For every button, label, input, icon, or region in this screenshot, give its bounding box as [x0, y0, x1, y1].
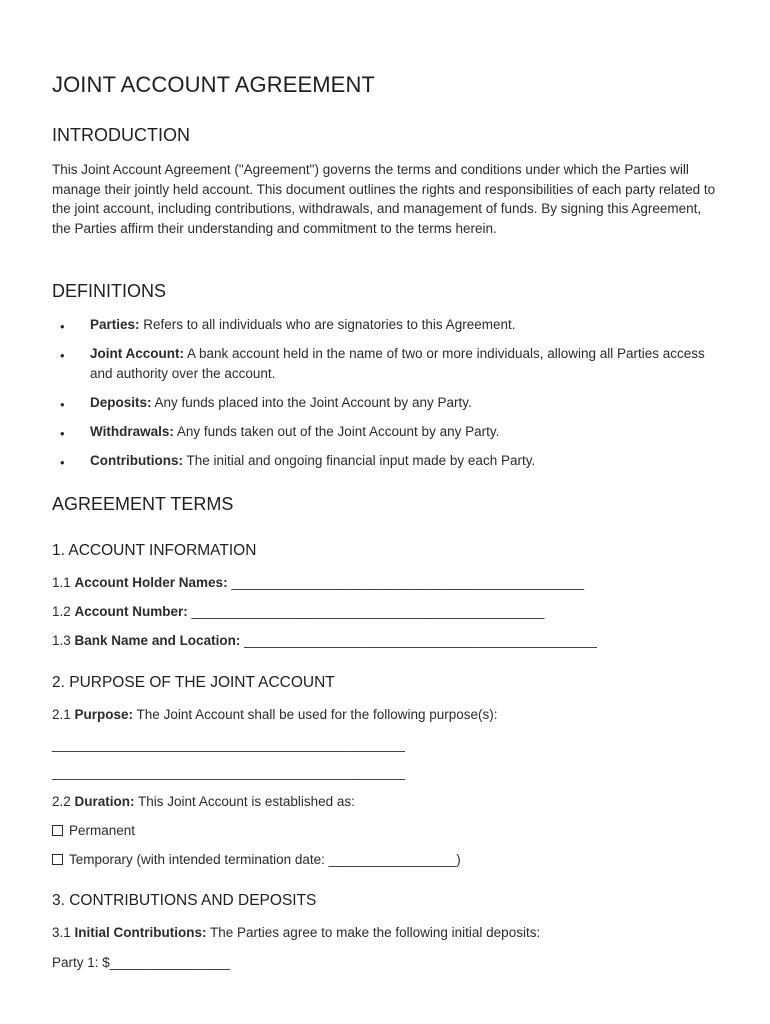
bullet-icon: •	[60, 455, 65, 470]
definition-text: Any funds placed into the Joint Account by any Party.	[151, 395, 472, 410]
definitions-heading: DEFINITIONS	[52, 281, 167, 301]
definition-term: Withdrawals:	[90, 424, 174, 439]
checkbox-icon	[52, 825, 63, 836]
definition-item-deposits	[90, 393, 710, 413]
bullet-icon: •	[60, 348, 65, 363]
introduction-text: This Joint Account Agreement ("Agreement") governs the terms and conditions under which the Parties will manage their jointly held account. This document outlines the rights and responsibilities of each party related to the joint account, including contributions, withdrawals, and management of funds. By signing this Agreement, the Parties affirm their understanding and commitment to the terms herein.	[52, 162, 716, 236]
field-label: Duration:	[74, 794, 135, 809]
definition-item-joint-account	[90, 344, 710, 383]
field-bank-name-location	[52, 633, 597, 648]
definition-text: Refers to all individuals who are signatories to this Agreement.	[139, 317, 516, 332]
field-number: 2.2	[52, 794, 75, 809]
field-text: This Joint Account is established as:	[134, 794, 355, 809]
definition-term: Parties:	[90, 317, 140, 332]
definition-item-parties	[90, 315, 710, 335]
bullet-icon: •	[60, 397, 65, 412]
purpose-line	[52, 707, 498, 722]
purpose-blank-line-2: _______________________________________________	[52, 765, 405, 780]
option-permanent	[52, 823, 135, 838]
document-title: JOINT ACCOUNT AGREEMENT	[52, 72, 375, 97]
definition-item-contributions	[90, 451, 710, 471]
purpose-blank-line-1: _______________________________________________	[52, 737, 405, 752]
bullet-icon: •	[60, 426, 65, 441]
field-label: Account Holder Names:	[74, 575, 228, 590]
field-number: 1.2	[52, 604, 75, 619]
field-number: 1.3	[52, 633, 75, 648]
fill-in-blank: _______________________________________________	[227, 575, 585, 590]
party-1-deposit: Party 1: $________________	[52, 955, 230, 970]
definition-term: Joint Account:	[90, 346, 184, 361]
definition-text: The initial and ongoing financial input made by each Party.	[182, 453, 536, 468]
section-1-heading: 1. ACCOUNT INFORMATION	[52, 542, 257, 559]
option-temporary	[52, 852, 461, 867]
field-account-number	[52, 604, 544, 619]
field-label: Purpose:	[74, 707, 134, 722]
definition-text: Any funds taken out of the Joint Account by any Party.	[173, 424, 500, 439]
initial-contributions-line	[52, 925, 540, 940]
definition-item-withdrawals	[90, 422, 710, 442]
fill-in-blank: _______________________________________________	[187, 604, 545, 619]
definition-text: A bank account held in the name of two or more individuals, allowing all Parties access and authority over the account.	[90, 346, 705, 381]
section-2-heading: 2. PURPOSE OF THE JOINT ACCOUNT	[52, 674, 335, 691]
field-text: The Parties agree to make the following initial deposits:	[206, 925, 541, 940]
fill-in-blank: _______________________________________________	[240, 633, 597, 648]
checkbox-icon	[52, 854, 63, 865]
field-label: Initial Contributions:	[74, 925, 207, 940]
bullet-icon: •	[60, 319, 65, 334]
field-account-holder-names	[52, 575, 584, 590]
definition-term: Contributions:	[90, 453, 183, 468]
field-number: 2.1	[52, 707, 75, 722]
field-text: The Joint Account shall be used for the following purpose(s):	[133, 707, 498, 722]
introduction-heading: INTRODUCTION	[52, 125, 190, 145]
field-number: 3.1	[52, 925, 75, 940]
definition-term: Deposits:	[90, 395, 152, 410]
field-label: Bank Name and Location:	[74, 633, 241, 648]
section-3-heading: 3. CONTRIBUTIONS AND DEPOSITS	[52, 892, 317, 909]
option-label: Temporary (with intended termination date: _________________)	[69, 852, 461, 867]
field-label: Account Number:	[74, 604, 188, 619]
option-label: Permanent	[69, 823, 136, 838]
duration-line	[52, 794, 355, 809]
field-number: 1.1	[52, 575, 75, 590]
agreement-terms-heading: AGREEMENT TERMS	[52, 494, 234, 514]
